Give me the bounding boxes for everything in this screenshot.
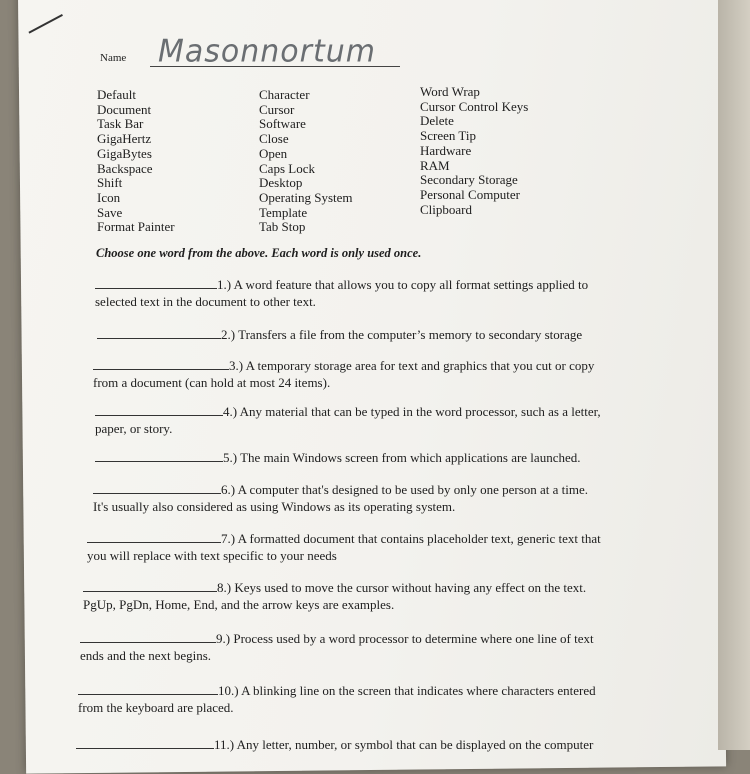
question-text: Keys used to move the cursor without having any effect on the text.: [234, 580, 587, 595]
question-text-cont: It's usually also considered as using Windows as its operating system.: [93, 499, 456, 514]
question-1: [95, 275, 655, 310]
word-bank-item: Save: [97, 204, 123, 220]
word-bank-item: Delete: [420, 113, 454, 129]
word-bank-column-2: [259, 88, 353, 235]
question-9: [80, 629, 640, 664]
word-bank-item: GigaHertz: [97, 131, 152, 147]
answer-blank[interactable]: [95, 275, 217, 289]
answer-blank[interactable]: [93, 480, 221, 494]
handwritten-name: Masonnortum: [158, 33, 376, 70]
question-number: 9.): [216, 631, 231, 646]
answer-blank[interactable]: [80, 629, 216, 643]
word-bank-item: Desktop: [259, 175, 303, 191]
question-text: A computer that's designed to be used by only one person at a time.: [237, 482, 589, 497]
word-bank-item: RAM: [420, 157, 450, 173]
question-text-cont: you will replace with text specific to your needs: [87, 548, 337, 563]
word-bank-item: Personal Computer: [420, 186, 521, 202]
question-text: A temporary storage area for text and graphics that you cut or copy: [245, 358, 595, 373]
word-bank-item: Format Painter: [97, 219, 175, 235]
question-text-cont: selected text in the document to other text.: [95, 294, 316, 309]
question-6: [93, 480, 653, 515]
question-text-cont: paper, or story.: [95, 421, 173, 436]
question-text: A blinking line on the screen that indicates where characters entered: [241, 683, 596, 698]
answer-blank[interactable]: [76, 735, 214, 749]
word-bank-item: Software: [259, 116, 306, 132]
question-text-cont: from a document (can hold at most 24 items).: [93, 375, 331, 390]
question-number: 1.): [217, 277, 232, 292]
word-bank-item: Default: [97, 87, 136, 102]
answer-blank[interactable]: [87, 529, 221, 543]
question-number: 6.): [221, 482, 236, 497]
question-text: The main Windows screen from which applications are launched.: [240, 450, 581, 465]
word-bank-item: Template: [259, 204, 308, 220]
question-text: Any material that can be typed in the word processor, such as a letter,: [239, 404, 601, 419]
word-bank-item: Character: [259, 87, 310, 102]
word-bank-item: GigaBytes: [97, 145, 152, 161]
word-bank-item: Icon: [97, 189, 121, 205]
background-edge: [718, 0, 750, 750]
word-bank-item: Document: [97, 101, 152, 117]
question-number: 2.): [221, 327, 236, 342]
word-bank-item: Cursor Control Keys: [420, 98, 529, 114]
question-text: A word feature that allows you to copy all format settings applied to: [233, 277, 589, 292]
question-text: Transfers a file from the computer’s memory to secondary storage: [238, 327, 583, 342]
word-bank-column-1: [97, 88, 175, 235]
question-number: 7.): [221, 531, 236, 546]
word-bank-item: Close: [259, 131, 289, 147]
question-text: Any letter, number, or symbol that can be displayed on the computer: [236, 737, 594, 752]
name-row: [100, 33, 420, 72]
question-2: [97, 325, 657, 343]
question-4: [95, 402, 655, 437]
word-bank-item: Shift: [97, 175, 123, 191]
question-number: 5.): [223, 450, 238, 465]
answer-blank[interactable]: [83, 578, 217, 592]
word-bank-item: Task Bar: [97, 116, 144, 132]
question-10: [78, 681, 638, 716]
question-number: 4.): [223, 404, 238, 419]
question-5: [95, 448, 655, 466]
word-bank-item: Hardware: [420, 142, 472, 158]
instructions: Choose one word from the above. Each word is only used once.: [96, 246, 422, 260]
word-bank-item: Backspace: [97, 160, 153, 176]
word-bank-item: Tab Stop: [259, 219, 306, 235]
answer-blank[interactable]: [97, 325, 221, 339]
answer-blank[interactable]: [95, 402, 223, 416]
word-bank-column-3: [420, 85, 528, 217]
question-text: A formatted document that contains placeholder text, generic text that: [237, 531, 601, 546]
word-bank-item: Operating System: [259, 189, 353, 205]
question-number: 10.): [218, 683, 239, 698]
question-text-cont: ends and the next begins.: [80, 648, 212, 663]
word-bank-item: Word Wrap: [420, 84, 480, 99]
word-bank-item: Screen Tip: [420, 128, 476, 144]
question-8: [83, 578, 643, 613]
answer-blank[interactable]: [95, 448, 223, 462]
answer-blank[interactable]: [78, 681, 218, 695]
word-bank-item: Secondary Storage: [420, 172, 518, 188]
word-bank-item: Cursor: [259, 101, 295, 117]
name-label: Name: [100, 52, 127, 64]
word-bank-item: Caps Lock: [259, 160, 315, 176]
question-text: Process used by a word processor to determine where one line of text: [233, 631, 594, 646]
question-3: [93, 356, 653, 391]
question-11: [76, 735, 636, 753]
question-number: 3.): [229, 358, 244, 373]
question-number: 8.): [217, 580, 232, 595]
question-number: 11.): [214, 737, 235, 752]
question-text-cont: PgUp, PgDn, Home, End, and the arrow keys are examples.: [83, 597, 395, 612]
word-bank-item: Clipboard: [420, 201, 472, 217]
word-bank-item: Open: [259, 145, 288, 161]
answer-blank[interactable]: [93, 356, 229, 370]
question-text-cont: from the keyboard are placed.: [78, 700, 234, 715]
question-7: [87, 529, 647, 564]
